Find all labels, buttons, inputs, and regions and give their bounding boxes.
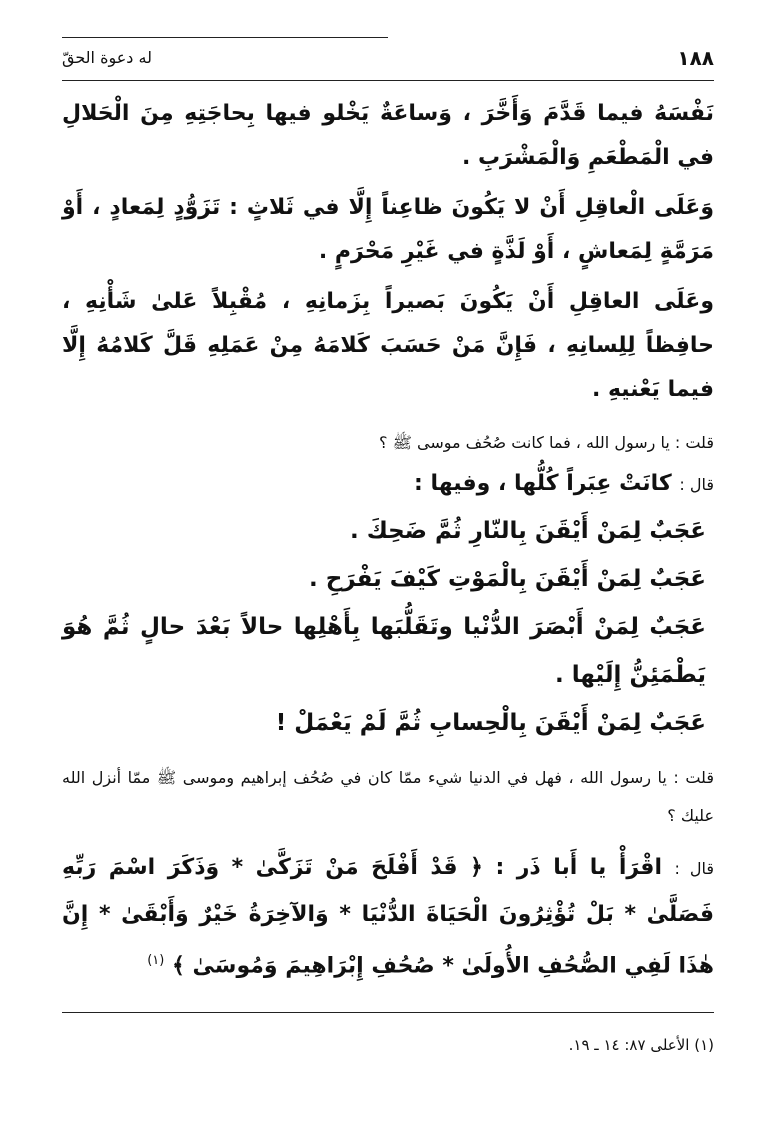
answer-1-label: قال : [679,475,714,494]
question-1: قلت : يا رسول الله ، فما كانت صُحُف موسى ﷺ ؟ [378,433,714,452]
header-divider [62,80,714,81]
ajab-line-4: عَجَبٌ لِمَنْ أَيْقَنَ بِالْحِسابِ ثُمَّ لَمْ يَعْمَلْ ! [275,710,706,736]
footnote: (١) الأعلى ٨٧: ١٤ ـ ١٩. [568,1036,714,1054]
answer-1 [62,462,714,507]
answer-2 [62,845,714,989]
page-body [62,92,714,989]
question-2: قلت : يا رسول الله ، فهل في الدنيا شيء ممّا كان في صُحُف إبراهيم وموسى ﷺ ممّا أنزل الله عليك ؟ [62,768,714,825]
page-number: ١٨٨ [677,46,714,70]
answer-1-text: كانَتْ عِبَراً كُلُّها ، وفيها : [414,471,672,496]
footnote-marker: (١) [147,953,165,968]
footnote-rule [62,1012,714,1013]
paragraph-3: وعَلَى العاقِلِ أَنْ يَكُونَ بَصيراً بِزَمانِهِ ، مُقْبِلاً عَلىٰ شَأْنِهِ ، حافِظاً لِلِسانِهِ ، فَإِنَّ مَنْ حَسَبَ كَلامَهُ مِنْ عَمَلِهِ قَلَّ كَلامُهُ إِلَّا فيما يَعْنيهِ . [62,289,714,402]
paragraph-2: وَعَلَى الْعاقِلِ أَنْ لا يَكُونَ ظاعِناً إِلَّا في ثَلاثٍ : تَزَوُّدٍ لِمَعادٍ ، أَوْ مَرَمَّةٍ لِمَعاشٍ ، أَوْ لَذَّةٍ في غَيْرِ مَحْرَمٍ . [62,195,714,264]
page-header [62,48,714,78]
answer-2-label: قال : [674,859,714,878]
ajab-line-3: عَجَبٌ لِمَنْ أَبْصَرَ الدُّنْيا وتَقَلُّبَها بِأَهْلِها حالاً بَعْدَ حالٍ ثُمَّ هُوَ يَطْمَئِنُّ إِلَيْها . [62,614,706,688]
running-title: له دعوة الحقّ [62,48,152,67]
ajab-line-2: عَجَبٌ لِمَنْ أَيْقَنَ بِالْمَوْتِ كَيْفَ يَفْرَحِ . [308,566,706,592]
ajab-line-1: عَجَبٌ لِمَنْ أَيْقَنَ بِالنّارِ ثُمَّ ضَحِكَ . [349,518,706,544]
answer-2-text: اقْرَأْ يا أَبا ذَر : ﴿ قَدْ أَفْلَحَ مَنْ تَزَكَّىٰ * وَذَكَرَ اسْمَ رَبِّهِ فَصَلَّىٰ * بَلْ تُؤْثِرُونَ الْحَيَاةَ الدُّنْيَا * وَالآخِرَةُ خَيْرٌ وَأَبْقَىٰ * إِنَّ هٰذَا لَفِي الصُّحُفِ الأُولَىٰ * صُحُفِ إِبْرَاهِيمَ وَمُوسَىٰ ﴾ [62,855,714,979]
paragraph-1: نَفْسَهُ فيما قَدَّمَ وَأَخَّرَ ، وَساعَةٌ يَخْلو فيها بِحاجَتِهِ مِنَ الْحَلالِ في الْمَطْعَمِ وَالْمَشْرَبِ . [62,101,714,170]
header-rule [62,37,388,38]
